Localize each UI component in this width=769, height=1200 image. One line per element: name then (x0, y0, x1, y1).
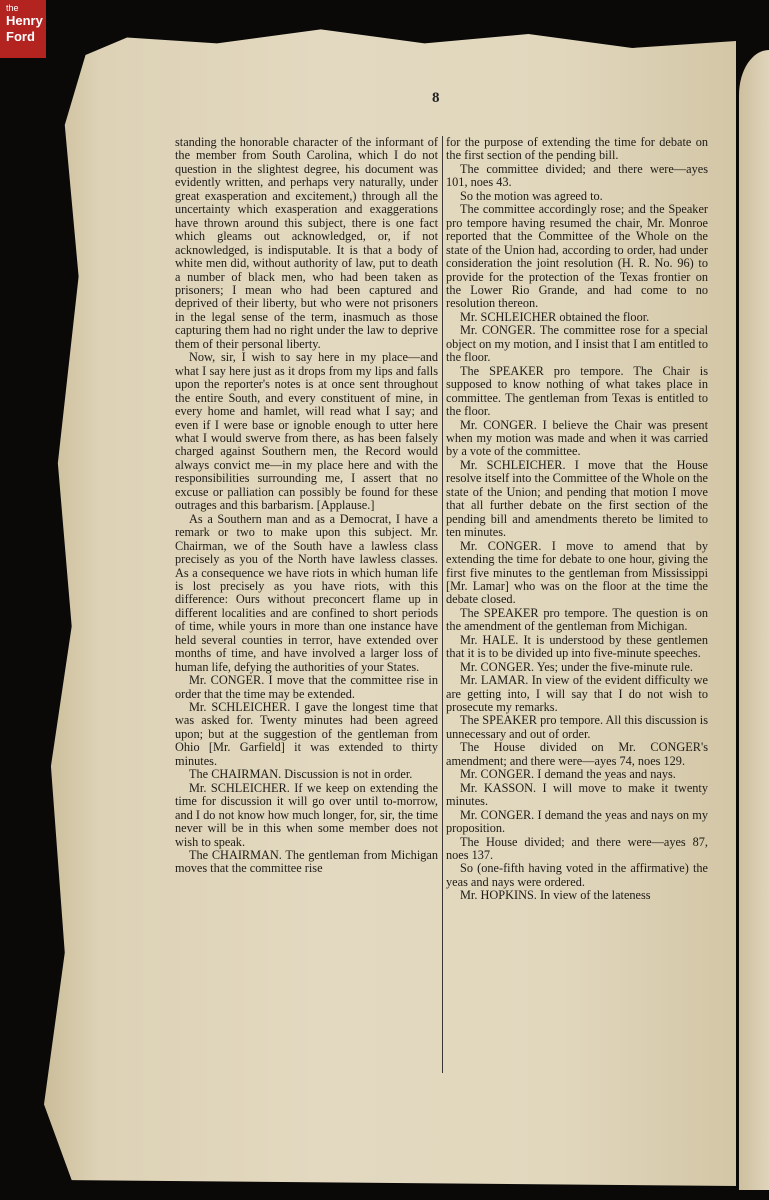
left-column (175, 136, 438, 876)
paragraph: So (one-fifth having voted in the affirmative) the yeas and nays were ordered. (446, 861, 708, 889)
paragraph: Mr. SCHLEICHER. If we keep on extending the time for discussion it will go over until to-morrow, and I do not know how much longer, for, sir, the time never will be in this when some member does not wish to speak. (175, 780, 438, 849)
paragraph: Mr. HALE. It is understood by these gentlemen that it is to be divided up into five-minute speeches. (446, 632, 708, 661)
right-column (446, 136, 708, 903)
paragraph: The committee accordingly rose; and the Speaker pro tempore having resumed the chair, Mr. Monroe reported that the Committee of the Whole on the state of the Union had, according to order, had under consideration the joint resolution (H. R. No. 96) to provide for the protection of the Texas frontier on the Lower Rio Grande, and had come to no resolution thereon. (446, 202, 708, 311)
paragraph: Mr. CONGER. Yes; under the five-minute rule. (460, 659, 693, 674)
henry-ford-logo (0, 0, 46, 58)
paragraph: Mr. SCHLEICHER obtained the floor. (460, 309, 650, 324)
logo-the: the (6, 3, 19, 13)
logo-ford: Ford (6, 29, 35, 44)
logo-henry: Henry (6, 13, 43, 28)
paragraph: Mr. HOPKINS. In view of the lateness (460, 888, 651, 903)
paragraph: Mr. CONGER. The committee rose for a special object on my motion, and I insist that I am entitled to the floor. (446, 323, 708, 365)
paragraph: Mr. SCHLEICHER. I gave the longest time that was asked for. Twenty minutes had been agreed upon; but at the suggestion of the gentleman from Ohio [Mr. Garfield] it was extended to thirty minutes. (175, 700, 438, 768)
paragraph: The CHAIRMAN. Discussion is not in order. (189, 767, 413, 782)
paragraph: Mr. SCHLEICHER. I move that the House resolve itself into the Committee of the Whole on the state of the Union; and pending that motion I move that all further debate on the first section of the pending bill and amendments thereto be limited to ten minutes. (446, 457, 708, 540)
paragraph: Mr. LAMAR. In view of the evident difficulty we are getting into, I will say that I do not wish to prosecute my remarks. (446, 673, 708, 715)
paragraph: Mr. CONGER. I move to amend that by extending the time for debate to one hour, giving the first five minutes to the gentleman from Mississippi [Mr. Lamar] who was on the floor at the time the debate closed. (446, 538, 708, 607)
paragraph: The SPEAKER pro tempore. All this discussion is unnecessary and out of order. (446, 713, 708, 741)
paragraph: for the purpose of extending the time for debate on the first section of the pending bill. (446, 135, 708, 163)
column-divider (442, 136, 443, 1073)
paragraph: The SPEAKER pro tempore. The question is on the amendment of the gentleman from Michigan. (446, 605, 708, 634)
paragraph: So the motion was agreed to. (460, 188, 603, 203)
paragraph: The House divided on Mr. CONGER's amendment; and there were—ayes 74, noes 129. (446, 740, 708, 768)
paragraph: Mr. CONGER. I move that the committee rise in order that the time may be extended. (175, 673, 438, 701)
paragraph: The SPEAKER pro tempore. The Chair is supposed to know nothing of what takes place in committee. The gentleman from Texas is entitled to the floor. (446, 363, 708, 419)
paragraph: Mr. CONGER. I demand the yeas and nays. (460, 767, 676, 782)
paragraph: The CHAIRMAN. The gentleman from Michigan moves that the committee rise (175, 848, 438, 876)
paragraph: Now, sir, I wish to say here in my place—and what I say here just as it drops from my lips and falls upon the reporter's notes is at once sent throughout the entire South, and every constituent of mine, in every home and hamlet, will read what I say; and even if I were base or ignoble enough to utter here what I would swerve from there, as has been falsely charged against Southern men, the Record would always convict me—in my place here and with the responsibilities surrounding me, I assert that no excuse or palliation can possibly be found for these outrages and this barbarism. [Applause.] (175, 350, 438, 513)
paragraph: The committee divided; and there were—ayes 101, noes 43. (446, 161, 708, 190)
paragraph: The House divided; and there were—ayes 87, noes 137. (446, 834, 708, 863)
next-page-edge (739, 50, 769, 1190)
paragraph: Mr. CONGER. I demand the yeas and nays on my proposition. (446, 807, 708, 836)
page-number: 8 (432, 90, 440, 106)
paragraph: As a Southern man and as a Democrat, I have a remark or two to make upon this subject. Mr. Chairman, we of the South have a lawless class precisely as you of the North have lawless classes. As a consequence we have riots in which human life is lost precisely as you have riots, with this difference: Ours without preconcert flame up in different localities and are confined to short periods of time, while yours in more than one instance have held several counties in terror, have extended over months of time, and have involved a larger loss of human life, defying the authorities of your States. (175, 511, 438, 674)
paragraph: standing the honorable character of the informant of the member from South Carolina, which I do not question in the slightest degree, his document was evidently written, and perhaps very naturally, under great exasperation and excitement,) through all the uncertainty which exasperation and exaggerations have thrown around this subject, there is one fact which gleams out acknowledged, or, if not acknowledged, is indisputable. It is that a body of white men did, without authority of law, put to death a number of black men, who had been taken as prisoners; I mean who had been captured and deprived of their liberty, but who were not prisoners in the legal sense of the term, inasmuch as those capturing them had no right under the law to deprive them of their personal liberty. (175, 135, 438, 351)
paragraph: Mr. CONGER. I believe the Chair was present when my motion was made and when it was carried by a vote of the committee. (446, 417, 708, 459)
paragraph: Mr. KASSON. I will move to make it twenty minutes. (446, 780, 708, 809)
